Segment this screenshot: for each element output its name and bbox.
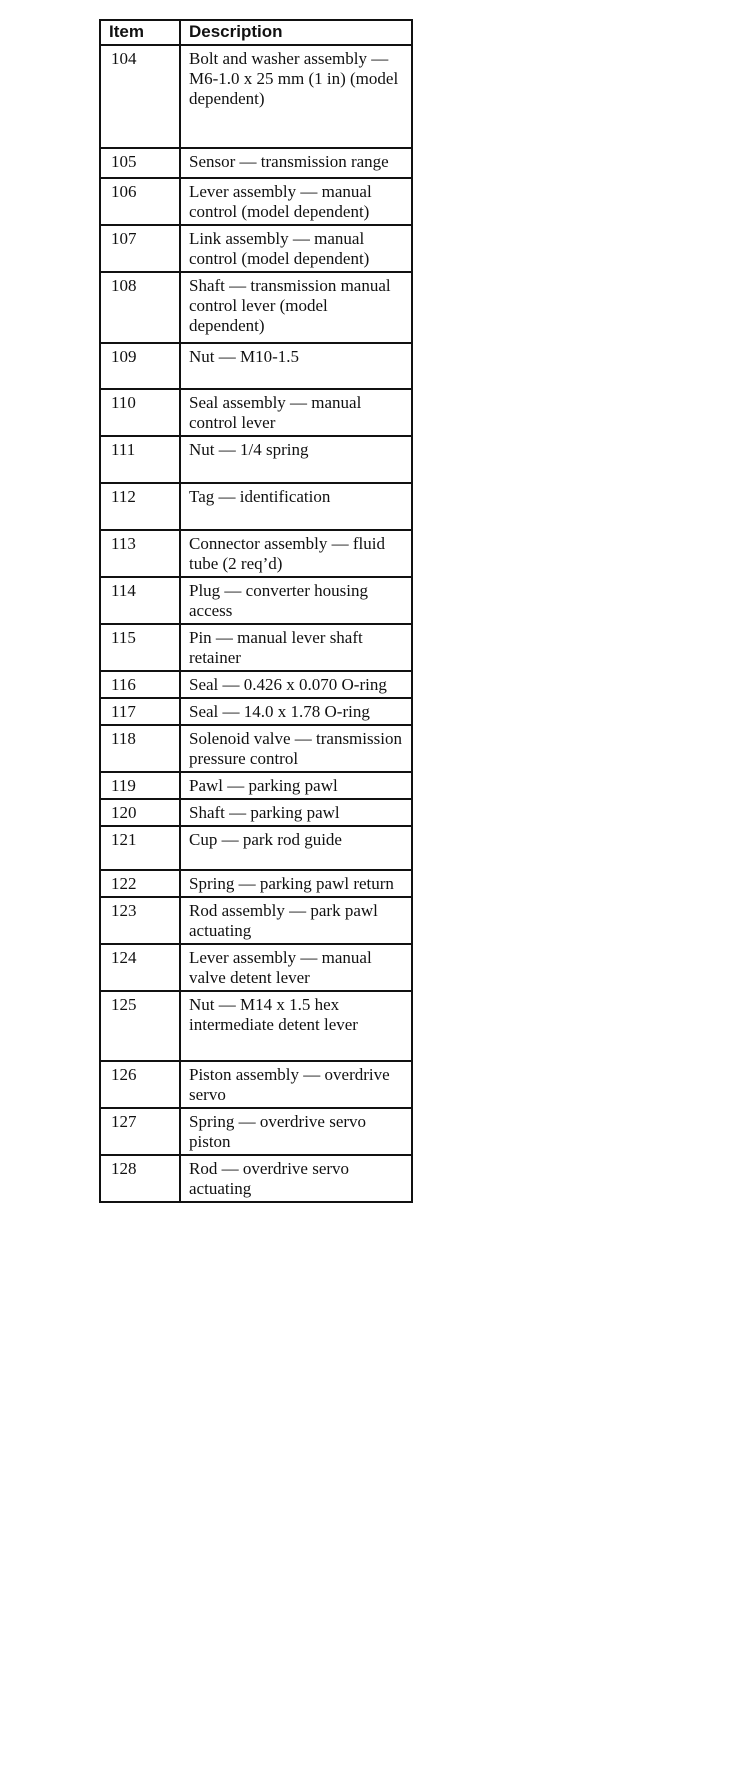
description-cell: Piston assembly — overdrive servo [180, 1061, 412, 1108]
table-row [100, 272, 412, 343]
table-row [100, 577, 412, 624]
table-row [100, 991, 412, 1061]
description-cell: Link assembly — manual control (model dependent) [180, 225, 412, 272]
table-row [100, 389, 412, 436]
description-cell: Seal — 0.426 x 0.070 O-ring [180, 671, 412, 698]
table-row [100, 483, 412, 530]
description-cell: Pin — manual lever shaft retainer [180, 624, 412, 671]
description-cell: Tag — identification [180, 483, 412, 530]
item-number-cell: 114 [100, 577, 180, 624]
item-number-cell: 120 [100, 799, 180, 826]
description-cell: Nut — M14 x 1.5 hex intermediate detent lever [180, 991, 412, 1061]
table-row [100, 772, 412, 799]
table-row [100, 944, 412, 991]
item-number-cell: 115 [100, 624, 180, 671]
table-row [100, 870, 412, 897]
item-number-cell: 109 [100, 343, 180, 389]
item-number-cell: 124 [100, 944, 180, 991]
item-number-cell: 113 [100, 530, 180, 577]
table-row [100, 698, 412, 725]
table-row [100, 436, 412, 483]
item-number-cell: 128 [100, 1155, 180, 1202]
item-number-cell: 117 [100, 698, 180, 725]
table-row [100, 178, 412, 225]
parts-table [99, 19, 413, 1203]
item-number-cell: 107 [100, 225, 180, 272]
item-number-cell: 108 [100, 272, 180, 343]
description-cell: Pawl — parking pawl [180, 772, 412, 799]
description-cell: Rod — overdrive servo actuating [180, 1155, 412, 1202]
item-number-cell: 127 [100, 1108, 180, 1155]
description-cell: Solenoid valve — transmission pressure control [180, 725, 412, 772]
item-number-cell: 106 [100, 178, 180, 225]
description-cell: Nut — M10-1.5 [180, 343, 412, 389]
description-cell: Cup — park rod guide [180, 826, 412, 870]
item-number-cell: 110 [100, 389, 180, 436]
description-cell: Lever assembly — manual control (model dependent) [180, 178, 412, 225]
item-number-cell: 116 [100, 671, 180, 698]
item-number-cell: 104 [100, 45, 180, 148]
item-number-cell: 122 [100, 870, 180, 897]
item-number-cell: 125 [100, 991, 180, 1061]
table-row [100, 45, 412, 148]
description-cell: Shaft — parking pawl [180, 799, 412, 826]
description-cell: Nut — 1/4 spring [180, 436, 412, 483]
table-row [100, 826, 412, 870]
item-number-cell: 111 [100, 436, 180, 483]
table-row [100, 148, 412, 178]
description-cell: Lever assembly — manual valve detent lever [180, 944, 412, 991]
item-number-cell: 121 [100, 826, 180, 870]
description-cell: Plug — converter housing access [180, 577, 412, 624]
table-row [100, 725, 412, 772]
table-row [100, 225, 412, 272]
parts-table-body [100, 45, 412, 1202]
table-row [100, 897, 412, 944]
description-column-header: Description [180, 20, 412, 45]
table-row [100, 624, 412, 671]
table-row [100, 799, 412, 826]
table-row [100, 343, 412, 389]
table-row [100, 1061, 412, 1108]
description-cell: Rod assembly — park pawl actuating [180, 897, 412, 944]
table-row [100, 671, 412, 698]
table-row [100, 530, 412, 577]
table-row [100, 1155, 412, 1202]
description-cell: Seal — 14.0 x 1.78 O-ring [180, 698, 412, 725]
description-cell: Connector assembly — fluid tube (2 req’d) [180, 530, 412, 577]
description-cell: Spring — overdrive servo piston [180, 1108, 412, 1155]
item-number-cell: 112 [100, 483, 180, 530]
description-cell: Seal assembly — manual control lever [180, 389, 412, 436]
description-cell: Bolt and washer assembly — M6-1.0 x 25 mm (1 in) (model dependent) [180, 45, 412, 148]
description-cell: Sensor — transmission range [180, 148, 412, 178]
table-row [100, 1108, 412, 1155]
item-number-cell: 105 [100, 148, 180, 178]
description-cell: Spring — parking pawl return [180, 870, 412, 897]
item-column-header: Item [100, 20, 180, 45]
item-number-cell: 126 [100, 1061, 180, 1108]
table-header-row [100, 20, 412, 45]
description-cell: Shaft — transmission manual control lever (model dependent) [180, 272, 412, 343]
item-number-cell: 119 [100, 772, 180, 799]
item-number-cell: 123 [100, 897, 180, 944]
item-number-cell: 118 [100, 725, 180, 772]
